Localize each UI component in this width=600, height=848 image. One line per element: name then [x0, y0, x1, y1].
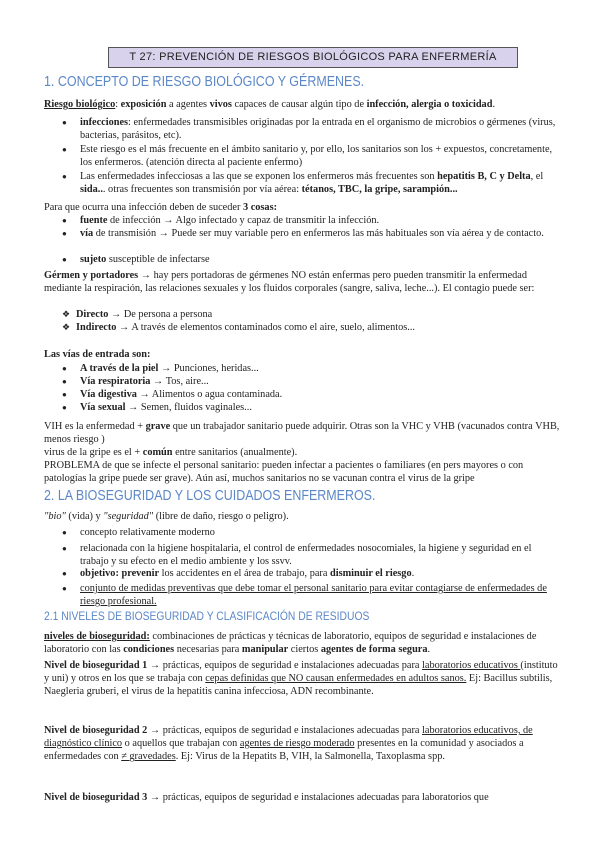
- def-b1: exposición: [120, 99, 167, 110]
- b3-t1: Las enfermedades infecciosas a las que se exponen los enfermeros más frecuentes son: [80, 171, 438, 182]
- gripe-t1: virus de la gripe es el +: [44, 447, 143, 458]
- vih-t2: que un trabajador sanitario puede adquirir. Otras son la VHC y VHB (vacunados contra VHB, menos riesgo ): [44, 421, 560, 446]
- list-item: [80, 116, 560, 142]
- niv-b3: agentes de forma segura: [320, 644, 428, 656]
- section-1-heading: 1. CONCEPTO DE RIESGO BIOLÓGICO Y GÉRMENES.: [44, 74, 365, 90]
- b3-b1: hepatitis B, C y Delta: [437, 171, 531, 182]
- vih-t1: VIH es la enfermedad +: [44, 421, 146, 432]
- bullet-icon: ●: [62, 229, 67, 238]
- bullet-icon: ●: [62, 118, 67, 127]
- def-t1: a agentes: [166, 99, 210, 110]
- def-term: Riesgo biológico: [44, 99, 116, 110]
- list-item: [76, 321, 556, 334]
- three-b1: 3 cosas:: [242, 202, 278, 213]
- n2-t3: presentes en la comunidad y asociados a enfermedades con: [44, 738, 524, 763]
- n2-u1: laboratorios educativos, de diagnóstico clínico: [44, 725, 533, 750]
- bullet-icon: ●: [62, 569, 67, 578]
- n2-u2: agentes de riesgo moderado: [239, 738, 355, 750]
- c3-b1: objetivo: prevenir: [80, 568, 160, 579]
- t3-text: susceptible de infectarse: [106, 254, 210, 265]
- list-item: Este riesgo es el más frecuente en el ámbito sanitario y, por ello, los sanitarios son los + expuestos, concretamente, los enfermeros. (atención directa al paciente enfermo): [80, 144, 553, 169]
- niv-b1: condiciones: [123, 644, 175, 656]
- bullet-icon: ●: [62, 172, 67, 181]
- bullet-icon: ●: [62, 544, 67, 553]
- n1-u1: laboratorios educativos: [422, 660, 521, 671]
- n1-t2: (instituto y uni) y otros en los que se trabaja con: [44, 660, 558, 685]
- bullet-icon: ●: [62, 377, 67, 386]
- n2-bold: Nivel de bioseguridad 2: [44, 725, 148, 736]
- list-item: [76, 308, 556, 321]
- list-item: [80, 227, 560, 240]
- b3-t3: . otras frecuentes son transmisión por vía aérea:: [102, 184, 302, 196]
- vias-heading: [44, 348, 564, 361]
- niv-t3: ciertos: [288, 644, 321, 656]
- b3-b3: tétanos, TBC, la gripe, sarampión...: [301, 184, 458, 196]
- bullet-icon: ●: [62, 403, 67, 412]
- n2-t1: → prácticas, equipos de seguridad e instalaciones adecuadas para: [147, 725, 423, 736]
- bullet-icon: ●: [62, 390, 67, 399]
- problema-paragraph: PROBLEMA de que se infecte el personal sanitario: pueden infectar a pacientes o familiares (en pers mayores o con patologías la gripe puede ser grave). Aún así, muchos sanitarios no se vacunan contra el virus de la gripe: [44, 460, 524, 485]
- b3-t2: , el: [530, 171, 544, 182]
- list-item: [80, 362, 560, 375]
- n2-u3: ≠ gravedades: [121, 751, 176, 763]
- v3-text: → Alimentos o agua contaminada.: [136, 389, 283, 400]
- gripe-t2: entre sanitarios (anualmente).: [172, 447, 298, 458]
- v2-text: → Tos, aire...: [150, 376, 209, 387]
- n1-bold: Nivel de bioseguridad 1: [44, 660, 148, 671]
- list-item: concepto relativamente moderno: [80, 527, 215, 538]
- b1-bold: infecciones: [80, 117, 129, 128]
- v3-bold: Vía digestiva: [80, 389, 137, 400]
- niv-term: niveles de bioseguridad:: [44, 631, 150, 642]
- n1-t1: → prácticas, equipos de seguridad e instalaciones adecuadas para: [147, 660, 423, 671]
- niv-t4: .: [427, 644, 431, 656]
- v4-text: → Semen, fluidos vaginales...: [125, 402, 252, 413]
- d1-bold: Directo: [76, 309, 109, 320]
- bullet-icon: ●: [62, 364, 67, 373]
- diamond-bullet-icon: ❖: [62, 309, 71, 319]
- d1-text: → De persona a persona: [108, 309, 213, 320]
- document-title: T 27: PREVENCIÓN DE RIESGOS BIOLÓGICOS PARA ENFERMERÍA: [108, 47, 518, 68]
- d2-text: → A través de elementos contaminados como el aire, suelo, alimentos...: [116, 322, 415, 333]
- list-item: [80, 567, 560, 580]
- n2-t2: o aquellos que trabajan con: [122, 738, 240, 750]
- bullet-icon: ●: [62, 584, 67, 593]
- n1-t3: Ej: Bacillus subtilis, Naegleria gruberi, el virus de la hepatitis canina infecciosa, ADN recombinante.: [44, 673, 553, 698]
- def-t3: .: [492, 99, 496, 110]
- bio-intro: [44, 510, 564, 523]
- t2-bold: vía: [80, 228, 94, 239]
- v1-bold: A través de la piel: [80, 363, 159, 374]
- list-item: [80, 253, 560, 266]
- b3-b2: sida..: [80, 184, 103, 196]
- intro-t2: (libre de daño, riesgo o peligro).: [153, 511, 289, 522]
- list-item: [80, 388, 560, 401]
- c3-t1: los accidentes en el área de trabajo, para: [159, 568, 330, 579]
- list-item: [80, 170, 560, 196]
- nivel-1-paragraph: [44, 659, 564, 699]
- v1-text: → Punciones, heridas...: [158, 363, 259, 374]
- def-t2: capaces de causar algún tipo de: [231, 99, 367, 110]
- section-2-heading: 2. LA BIOSEGURIDAD Y LOS CUIDADOS ENFERMEROS.: [44, 488, 376, 504]
- three-things-intro: [44, 201, 564, 214]
- intro-i2: "seguridad": [103, 511, 154, 522]
- niv-t2: necesarias para: [174, 644, 242, 656]
- t2-text: de transmisión → Puede ser muy variable pero en enfermeros las más habituales son vía aérea y de contacto.: [93, 228, 544, 239]
- section-2-1-heading: 2.1 NIVELES DE BIOSEGURIDAD Y CLASIFICACIÓN DE RESIDUOS: [44, 609, 370, 623]
- germ-bold: Gérmen y portadores: [44, 270, 139, 281]
- t3-bold: sujeto: [80, 254, 107, 265]
- vih-b1: grave: [145, 421, 171, 432]
- def-b2: vivos: [209, 99, 232, 110]
- c4-text: conjunto de medidas preventivas que debe tomar el personal sanitario para evitar contagiarse de enfermedades de riesgo profesional.: [80, 583, 547, 608]
- c3-t2: .: [411, 568, 415, 579]
- gripe-b1: común: [142, 447, 173, 458]
- intro-t1: (vida) y: [65, 511, 104, 522]
- niv-t1: combinaciones de prácticas y técnicas de laboratorio, equipos de seguridad e instalaciones de laboratorio con las: [44, 631, 537, 656]
- v2-bold: Vía respiratoria: [80, 376, 151, 387]
- germen-paragraph: [44, 269, 564, 295]
- bullet-icon: ●: [62, 216, 67, 225]
- nivel-2-paragraph: [44, 724, 564, 764]
- vias-heading-text: Las vías de entrada son:: [44, 349, 151, 360]
- n2-t4: . Ej: Virus de la Hepatits B, VIH, la Salmonella, Taxoplasma spp.: [175, 751, 445, 763]
- intro-i1: "bio": [44, 511, 66, 522]
- def-colon: :: [115, 99, 121, 110]
- c3-b2: disminuir el riesgo: [329, 568, 412, 579]
- n3-t1: → prácticas, equipos de seguridad e instalaciones adecuadas para laboratorios que: [147, 792, 489, 803]
- niv-b2: manipular: [241, 644, 289, 656]
- list-item: [80, 214, 560, 227]
- three-t1: Para que ocurra una infección deben de suceder: [44, 202, 243, 213]
- d2-bold: Indirecto: [76, 322, 117, 333]
- bullet-icon: ●: [62, 255, 67, 264]
- list-item: [80, 582, 560, 608]
- niveles-definition: [44, 630, 564, 656]
- list-item: [80, 401, 560, 414]
- vih-paragraph: [44, 420, 564, 446]
- t1-text: de infección → Algo infectado y capaz de transmitir la infección.: [107, 215, 380, 226]
- v4-bold: Vía sexual: [80, 402, 126, 413]
- gripe-paragraph: [44, 446, 564, 459]
- n3-bold: Nivel de bioseguridad 3: [44, 792, 148, 803]
- bullet-icon: ●: [62, 528, 67, 537]
- t1-bold: fuente: [80, 215, 108, 226]
- diamond-bullet-icon: ❖: [62, 322, 71, 332]
- list-item: [80, 375, 560, 388]
- n1-u2: cepas definidas que NO causan enfermedades en adultos sanos.: [205, 673, 467, 685]
- nivel-3-paragraph: [44, 791, 564, 804]
- b1-text: : enfermedades transmisibles originadas por la entrada en el organismo de microbios o gérmenes (virus, bacterias, parásitos, etc).: [80, 117, 556, 142]
- def-b3: infección, alergia o toxicidad: [366, 99, 493, 110]
- riesgo-definition: [44, 98, 564, 111]
- list-item: relacionada con la higiene hospitalaria, el control de enfermedades nosocomiales, la higiene y seguridad en el trabajo y su efecto en el medio ambiente y los ssvv.: [80, 543, 532, 568]
- bullet-icon: ●: [62, 145, 67, 154]
- germ-text: → hay pers portadoras de gérmenes NO están enfermas pero pueden transmitir la enfermedad mediante la respiración, las relaciones sexuales y los fluidos corporales (sangre, saliva, leche...). El contagio puede ser:: [44, 270, 535, 295]
